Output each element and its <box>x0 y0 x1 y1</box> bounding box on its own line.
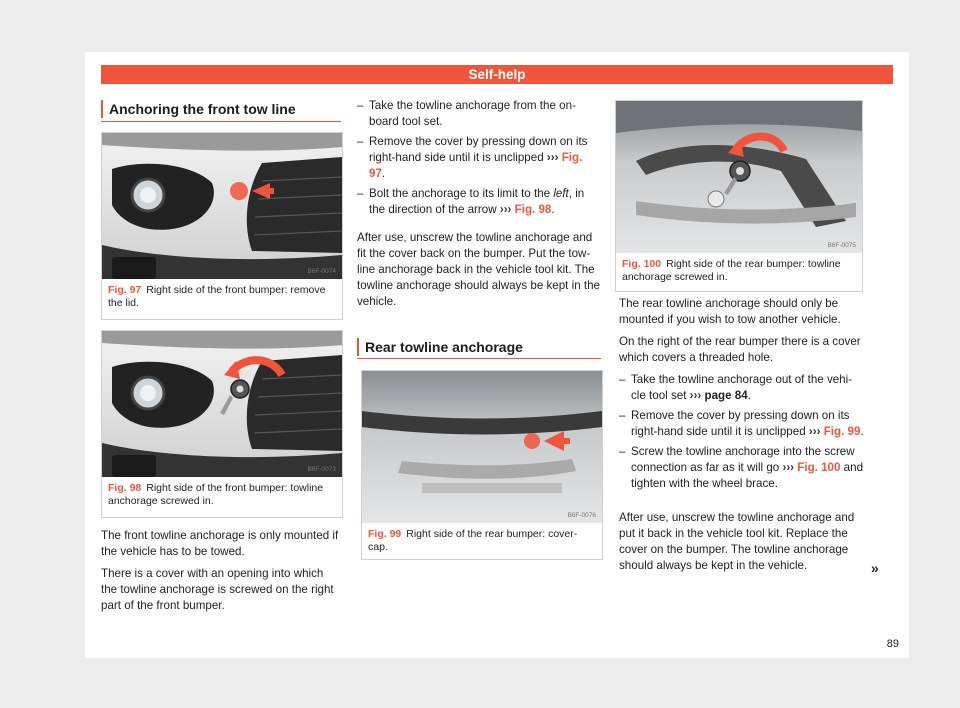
arrow-glyph: ››› <box>782 461 795 474</box>
figure-number: Fig. 100 <box>622 258 662 270</box>
figure-number: Fig. 97 <box>108 284 142 296</box>
step-item: – Screw the towline anchorage into the screw connection as far as it will go ››› Fig. 100 and tighten with the wheel brace. <box>619 444 865 492</box>
image-code: B6F-0074 <box>307 268 336 275</box>
step-item: – Remove the cover by pressing down on its right-hand side until it is unclipped ››› Fig. 99. <box>619 408 865 440</box>
caption-text: Right side of the rear bumper: cover-cap. <box>368 528 578 553</box>
arrow-glyph: ››› <box>808 425 821 438</box>
front-bumper-towline-illustration <box>102 331 342 477</box>
caption-text: Right side of the front bumper: remove the lid. <box>108 284 326 309</box>
figure-100 <box>615 100 863 292</box>
figure-caption <box>362 523 602 558</box>
step-item: – Take the towline anchorage from the on-board tool set. <box>357 98 601 130</box>
caption-text: Right side of the front bumper: towline anchorage screwed in. <box>108 482 324 507</box>
paragraph: The rear towline anchorage should only be mounted if you wish to tow another vehicle. <box>619 297 841 326</box>
figure-97 <box>101 132 343 320</box>
step-list-front <box>357 98 601 222</box>
figure-number: Fig. 98 <box>108 482 142 494</box>
continue-arrow-icon: » <box>871 560 879 576</box>
page-reference-link[interactable]: page 84 <box>704 389 748 402</box>
paragraph: On the right of the rear bumper there is a cover which covers a threaded hole. <box>619 335 861 364</box>
figure-caption <box>616 253 862 288</box>
figure-number: Fig. 99 <box>368 528 402 540</box>
front-bumper-illustration <box>102 133 342 279</box>
arrow-glyph: ››› <box>499 203 512 216</box>
figure-98 <box>101 330 343 518</box>
section-title-rear: Rear towline anchorage <box>357 338 523 356</box>
figure-reference-link[interactable]: Fig. 100 <box>797 461 841 474</box>
image-code: B6F-0073 <box>307 466 336 473</box>
paragraph: After use, unscrew the towline anchorage and put it back in the vehicle tool kit. Replace the cover on the bumper. The towline anchorage should always be kept in the vehicle. <box>619 511 855 572</box>
figure-reference-link[interactable]: Fig. 99 <box>823 425 861 438</box>
section-rule <box>357 358 601 359</box>
page-number: 89 <box>886 638 899 650</box>
caption-text: Right side of the rear bumper: towline anchorage screwed in. <box>622 258 841 283</box>
section-rule <box>101 121 341 122</box>
manual-page <box>85 52 909 658</box>
arrow-glyph: ››› <box>689 389 702 402</box>
paragraph: The front towline anchorage is only mounted if the vehicle has to be towed. <box>101 529 339 558</box>
rear-bumper-illustration <box>362 371 602 523</box>
figure-caption <box>102 279 342 314</box>
image-code: B6F-0076 <box>567 512 596 519</box>
step-item: – Take the towline anchorage out of the vehi-cle tool set ››› page 84. <box>619 372 865 404</box>
paragraph: There is a cover with an opening into which the towline anchorage is screwed on the right part of the front bumper. <box>101 567 334 612</box>
figure-caption <box>102 477 342 512</box>
rear-bumper-towline-illustration <box>616 101 862 253</box>
figure-99 <box>361 370 603 560</box>
step-item: – Remove the cover by pressing down on its right-hand side until it is unclipped ››› Fig. 97. <box>357 134 601 182</box>
image-code: B6F-0075 <box>827 242 856 249</box>
figure-reference-link[interactable]: Fig. 97 <box>369 151 583 180</box>
chapter-header: Self-help <box>101 65 893 84</box>
figure-reference-link[interactable]: Fig. 98 <box>514 203 552 216</box>
step-list-rear <box>619 372 865 496</box>
step-item: – Bolt the anchorage to its limit to the left, in the direction of the arrow ››› Fig. 98. <box>357 186 601 218</box>
paragraph: After use, unscrew the towline anchorage and fit the cover back on the bumper. Put the tow-line anchorage back in the vehicle tool kit. The towline anchorage should always be kept in the vehicle. <box>357 231 600 308</box>
arrow-glyph: ››› <box>546 151 559 164</box>
section-title-front: Anchoring the front tow line <box>101 100 296 118</box>
